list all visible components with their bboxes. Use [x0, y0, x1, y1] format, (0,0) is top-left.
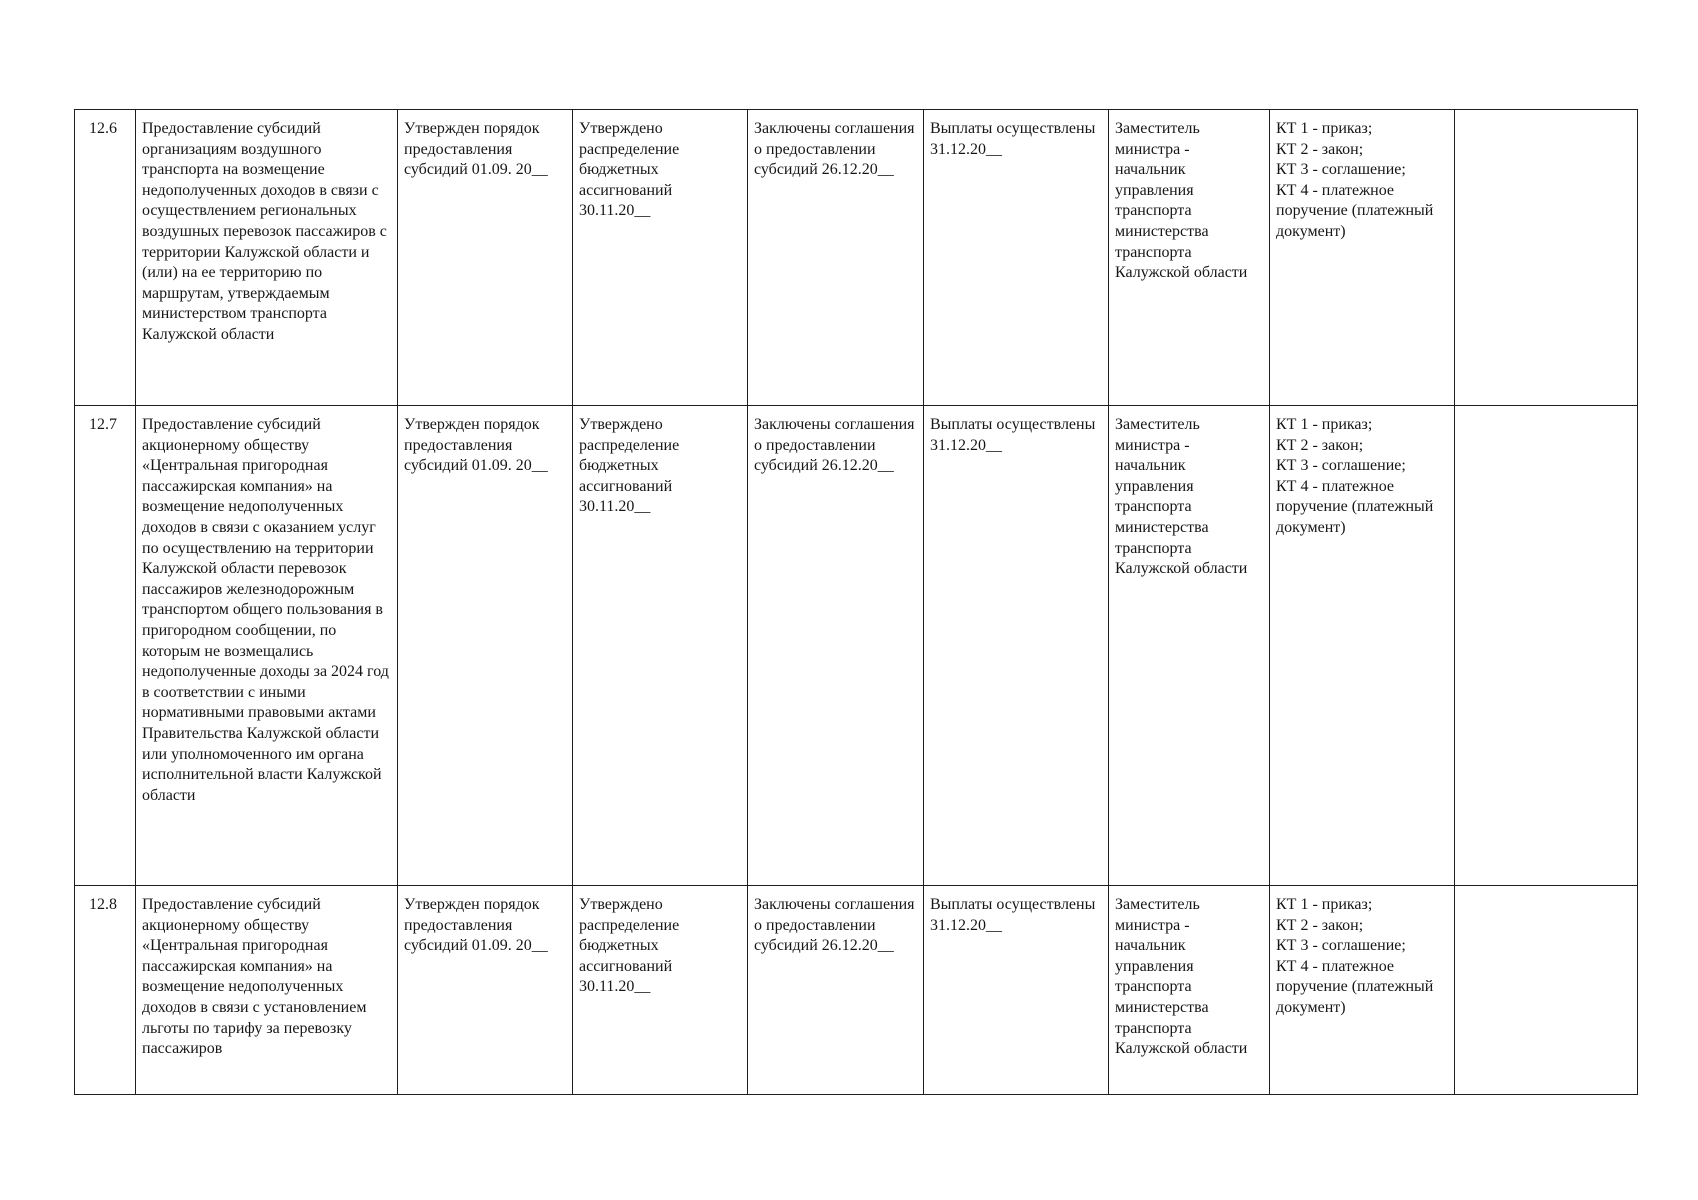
measures-table	[74, 109, 1638, 1095]
responsible-person-cell: Заместитель министра - начальник управления транспорта министерства транспорта Калужской области	[1109, 406, 1270, 886]
control-points-cell	[1270, 406, 1455, 886]
responsible-person-cell: Заместитель министра - начальник управления транспорта министерства транспорта Калужской области	[1109, 886, 1270, 1095]
measure-description: Предоставление субсидий акционерному обществу «Центральная пригородная пассажирская компания» на возмещение недополученных доходов в связи с установлением льготы по тарифу за перевозку пассажиров	[136, 886, 398, 1095]
order-approved-cell: Утвержден порядок предоставления субсидий 01.09. 20__	[398, 886, 573, 1095]
control-point-item: КТ 2 - закон;	[1276, 916, 1364, 934]
budget-distributed-cell: Утверждено распределение бюджетных ассигнований 30.11.20__	[573, 406, 748, 886]
table-row	[75, 406, 1638, 886]
empty-cell	[1455, 110, 1638, 406]
payments-made-cell: Выплаты осуществлены 31.12.20__	[924, 886, 1109, 1095]
table-row	[75, 110, 1638, 406]
budget-distributed-cell: Утверждено распределение бюджетных ассигнований 30.11.20__	[573, 110, 748, 406]
order-approved-cell: Утвержден порядок предоставления субсидий 01.09. 20__	[398, 110, 573, 406]
control-point-item: КТ 3 - соглашение;	[1276, 937, 1406, 955]
control-point-item: КТ 1 - приказ;	[1276, 896, 1373, 913]
control-point-item: КТ 2 - закон;	[1276, 140, 1364, 158]
table-row	[75, 886, 1638, 1095]
control-point-item: КТ 4 - платежное поручение (платежный документ)	[1276, 477, 1434, 536]
agreements-signed-cell: Заключены соглашения о предоставлении субсидий 26.12.20__	[748, 886, 924, 1095]
payments-made-cell: Выплаты осуществлены 31.12.20__	[924, 110, 1109, 406]
budget-distributed-cell: Утверждено распределение бюджетных ассигнований 30.11.20__	[573, 886, 748, 1095]
control-point-item: КТ 4 - платежное поручение (платежный документ)	[1276, 181, 1434, 240]
control-point-item: КТ 3 - соглашение;	[1276, 457, 1406, 475]
control-points-cell	[1270, 886, 1455, 1095]
row-number: 12.8	[75, 886, 136, 1095]
row-number: 12.6	[75, 110, 136, 406]
control-point-item: КТ 4 - платежное поручение (платежный документ)	[1276, 957, 1434, 1016]
row-number: 12.7	[75, 406, 136, 886]
empty-cell	[1455, 886, 1638, 1095]
control-points-cell	[1270, 110, 1455, 406]
payments-made-cell: Выплаты осуществлены 31.12.20__	[924, 406, 1109, 886]
control-point-item: КТ 1 - приказ;	[1276, 416, 1373, 433]
order-approved-cell: Утвержден порядок предоставления субсидий 01.09. 20__	[398, 406, 573, 886]
control-point-item: КТ 3 - соглашение;	[1276, 161, 1406, 179]
measure-description: Предоставление субсидий организациям воздушного транспорта на возмещение недополученных доходов в связи с осуществлением региональных воздушных перевозок пассажиров с территории Калужской области и (или) на ее территорию по маршрутам, утверждаемым министерством транспорта Калужской области	[136, 110, 398, 406]
agreements-signed-cell: Заключены соглашения о предоставлении субсидий 26.12.20__	[748, 110, 924, 406]
measure-description: Предоставление субсидий акционерному обществу «Центральная пригородная пассажирская компания» на возмещение недополученных доходов в связи с оказанием услуг по осуществлению на территории Калужской области перевозок пассажиров железнодорожным транспортом общего пользования в пригородном сообщении, по которым не возмещались недополученные доходы за 2024 год в соответствии с иными нормативными правовыми актами Правительства Калужской области или уполномоченного им органа исполнительной власти Калужской области	[136, 406, 398, 886]
empty-cell	[1455, 406, 1638, 886]
agreements-signed-cell: Заключены соглашения о предоставлении субсидий 26.12.20__	[748, 406, 924, 886]
responsible-person-cell: Заместитель министра - начальник управления транспорта министерства транспорта Калужской области	[1109, 110, 1270, 406]
control-point-item: КТ 2 - закон;	[1276, 436, 1364, 454]
control-point-item: КТ 1 - приказ;	[1276, 120, 1373, 137]
